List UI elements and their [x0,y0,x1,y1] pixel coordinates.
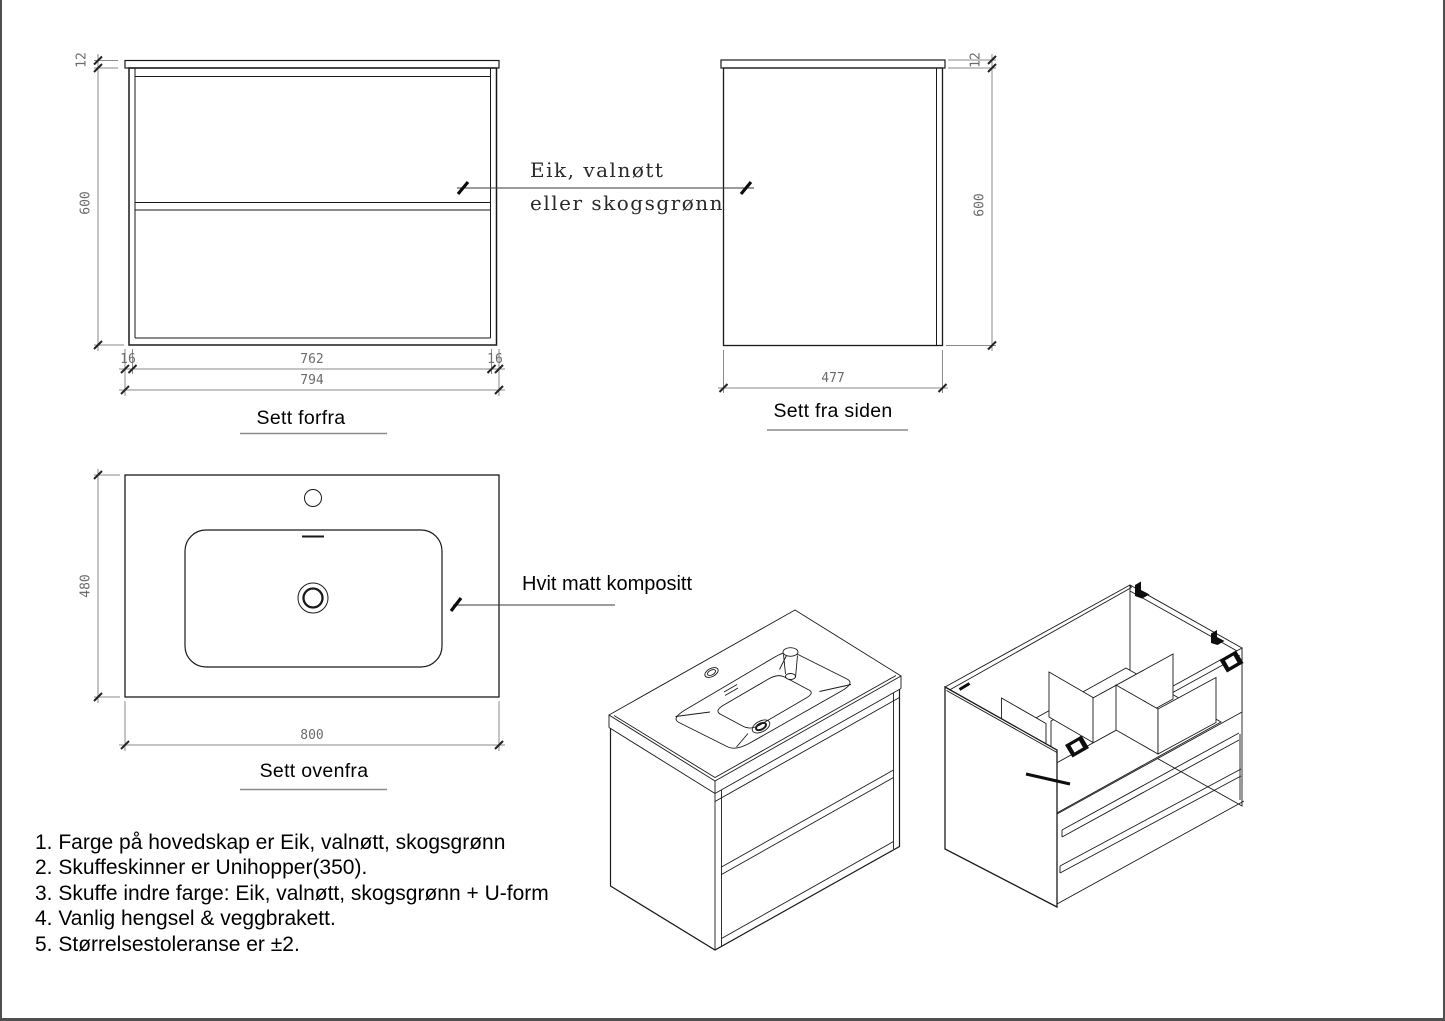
front-dim-total-width: 794 [300,373,324,388]
notes-list [35,830,549,957]
note-item-3: 3. Skuffe indre farge: Eik, valnøtt, skogsgrønn + U-form [35,881,549,905]
side-view-dimensions [718,54,996,430]
front-view-label: Sett forfra [256,407,346,429]
side-view-dim-ticks [720,56,997,392]
note-item-1: 1. Farge på hovedskap er Eik, valnøtt, skogsgrønn [35,831,506,854]
finish-callout-line1: Eik, valnøtt [530,158,665,182]
front-dim-overhang-right: 16 [487,352,503,367]
iso-view-closed-cabinet [609,610,901,950]
top-view-label: Sett ovenfra [259,760,369,782]
front-dim-inner-width: 762 [300,352,324,367]
front-view-drawing [125,61,499,346]
top-dim-width: 800 [300,728,324,743]
note-item-4: 4. Vanlig hengsel & veggbrakett. [35,907,336,931]
note-item-2: 2. Skuffeskinner er Unihopper(350). [35,856,368,880]
front-view-dim-ticks [94,57,503,395]
note-item-5: 5. Størrelsestoleranse er ±2. [35,932,300,956]
top-dim-depth: 480 [78,574,94,598]
side-view-drawing [721,60,945,346]
front-dim-height: 600 [78,191,94,215]
side-dim-depth: 477 [821,371,845,386]
iso-view-open-cabinet [945,585,1244,907]
front-dim-top-thickness: 12 [74,52,90,68]
side-dim-height: 600 [972,193,988,217]
basin-material-leader-line [451,598,615,611]
side-view-label: Sett fra siden [773,400,893,422]
side-dim-top-thickness: 12 [968,52,984,68]
basin-material-callout: Hvit matt kompositt [522,573,693,595]
top-view-drawing [125,475,499,697]
finish-callout-line2: eller skogsgrønn [530,191,725,215]
front-dim-overhang-left: 16 [120,352,136,367]
